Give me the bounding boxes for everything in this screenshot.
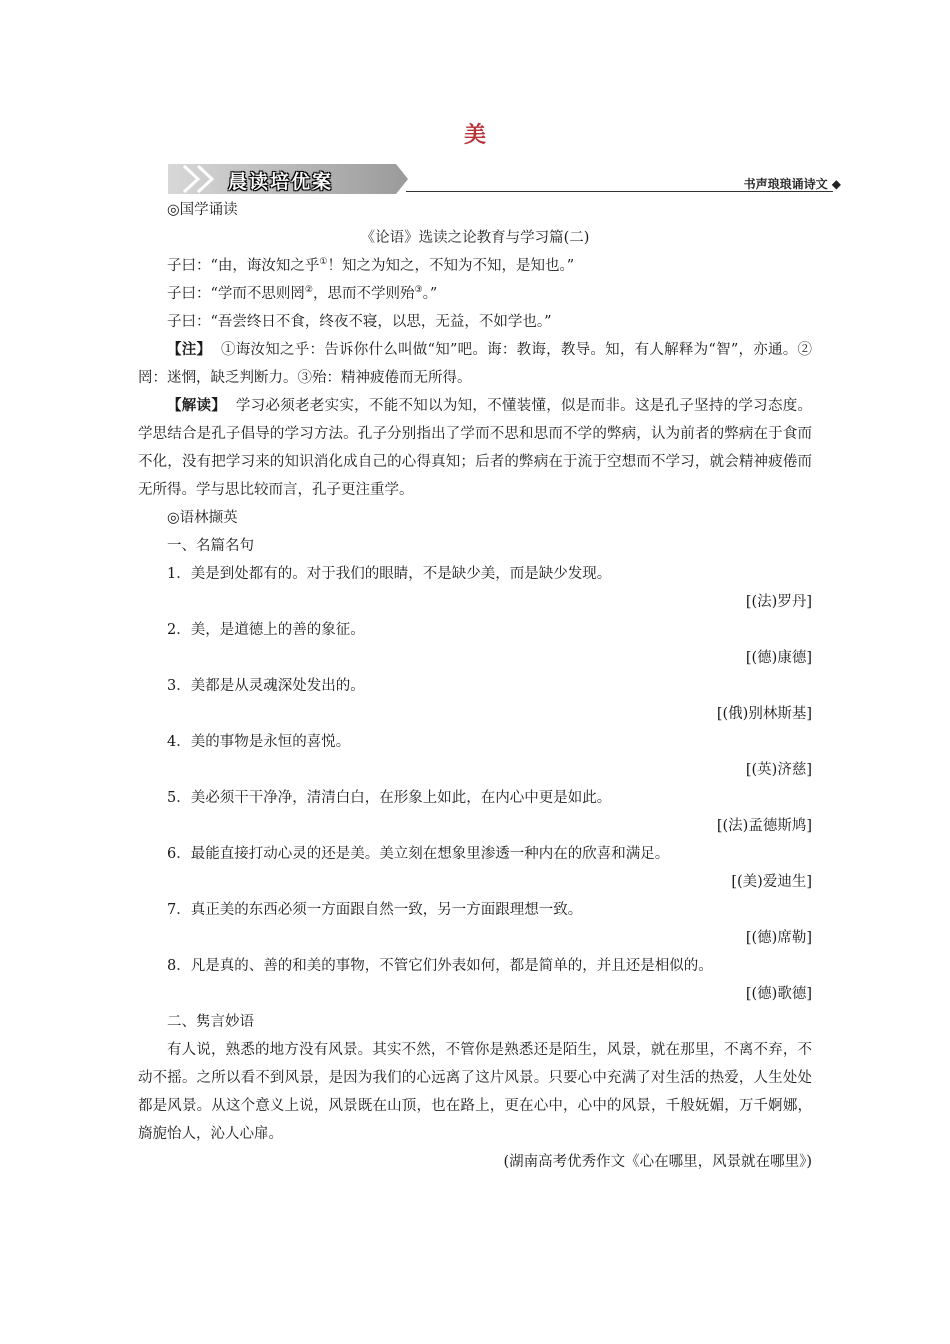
quote-2-mid: ，思而不学则殆	[313, 286, 415, 302]
interpretation-label: 【解读】	[167, 398, 227, 414]
interpretation-text: 学习必须老老实实，不能不知以为知，不懂装懂，似是而非。这是孔子坚持的学习态度。学思结合是孔子倡导的学习方法。孔子分别指出了学而不思和思而不学的弊病，认为前者的弊病在于食而不化，没有把学习来的知识消化成自己的心得真知；后者的弊病在于流于空想而不学习，就会精神疲倦而无所得。学与思比较而言，孔子更注重学。	[138, 398, 813, 498]
essay-paragraph: 有人说，熟悉的地方没有风景。其实不然，不管你是熟悉还是陌生，风景，就在那里，不离不弃，不动不摇。之所以看不到风景，是因为我们的心远离了这片风景。只要心中充满了对生活的热爱，人生处处都是风景。从这个意义上说，风景既在山顶，也在路上，更在心中，心中的风景，千般妩媚，万千婀娜，旖旎怡人，沁人心扉。	[138, 1042, 812, 1142]
famous-quote: 4．美的事物是永恒的喜悦。	[167, 734, 351, 750]
quote-author: [(美)爱迪生]	[731, 874, 812, 890]
quote-author: [(德)歌德]	[745, 986, 812, 1002]
essay-source: (湖南高考优秀作文《心在哪里，风景就在哪里》)	[503, 1154, 812, 1170]
subsection-famous-quotes: 一、名篇名句	[167, 538, 254, 554]
note-ref-3: ③	[414, 285, 423, 296]
famous-quote: 8．凡是真的、善的和美的事物，不管它们外表如何，都是简单的，并且还是相似的。	[167, 958, 713, 974]
quote-1-rest: ！知之为知之，不知为不知，是知也。”	[327, 258, 575, 274]
famous-quote: 3．美都是从灵魂深处发出的。	[167, 678, 365, 694]
quote-2	[138, 280, 812, 308]
quote-1-text: 子曰：“由，诲汝知之乎	[167, 258, 320, 274]
banner-subtitle-text: 书声琅琅诵诗文	[743, 177, 828, 191]
section-heading-yulin: ◎语林撷英	[167, 510, 238, 526]
quote-author: [(俄)别林斯基]	[716, 706, 812, 722]
interpretation-paragraph	[138, 392, 812, 504]
quote-2-text: 子曰：“学而不思则罔	[167, 286, 305, 302]
note-ref-1: ①	[319, 257, 328, 268]
quote-author: [(英)济慈]	[745, 762, 812, 778]
quote-author: [(德)席勒]	[745, 930, 812, 946]
subsection-witty-sayings: 二、隽言妙语	[167, 1014, 254, 1030]
notes-label: 【注】	[167, 342, 212, 358]
section-subtitle: 《论语》选读之论教育与学习篇(二)	[360, 230, 590, 246]
notes-paragraph	[138, 336, 812, 392]
note-ref-2: ②	[304, 285, 313, 296]
page-title: 美	[463, 123, 486, 148]
famous-quote: 2．美，是道德上的善的象征。	[167, 622, 365, 638]
quote-author: [(法)孟德斯鸠]	[716, 818, 812, 834]
famous-quote: 1．美是到处都有的。对于我们的眼睛，不是缺少美，而是缺少发现。	[167, 566, 612, 582]
banner-title: 晨读培优案	[228, 171, 334, 193]
content-body	[138, 196, 812, 1176]
quote-1	[138, 252, 812, 280]
famous-quote: 7．真正美的东西必须一方面跟自然一致，另一方面跟理想一致。	[167, 902, 583, 918]
quote-author: [(德)康德]	[745, 650, 812, 666]
quote-2-rest: 。”	[422, 286, 438, 302]
quote-3: 子曰：“吾尝终日不食，终夜不寝，以思，无益，不如学也。”	[167, 314, 552, 330]
diamond-icon: ◆	[831, 177, 841, 191]
quote-author: [(法)罗丹]	[745, 594, 812, 610]
famous-quote: 6．最能直接打动心灵的还是美。美立刻在想象里渗透一种内在的欣喜和满足。	[167, 846, 670, 862]
section-heading-guoxue: ◎国学诵读	[167, 202, 238, 218]
banner-subtitle	[744, 175, 841, 192]
section-banner	[168, 162, 843, 196]
famous-quote: 5．美必须干干净净，清清白白，在形象上如此，在内心中更是如此。	[167, 790, 612, 806]
notes-text: ①诲汝知之乎：告诉你什么叫做“知”吧。诲：教诲，教导。知，有人解释为“智”，亦通。②罔：迷惘，缺乏判断力。③殆：精神疲倦而无所得。	[138, 342, 813, 386]
